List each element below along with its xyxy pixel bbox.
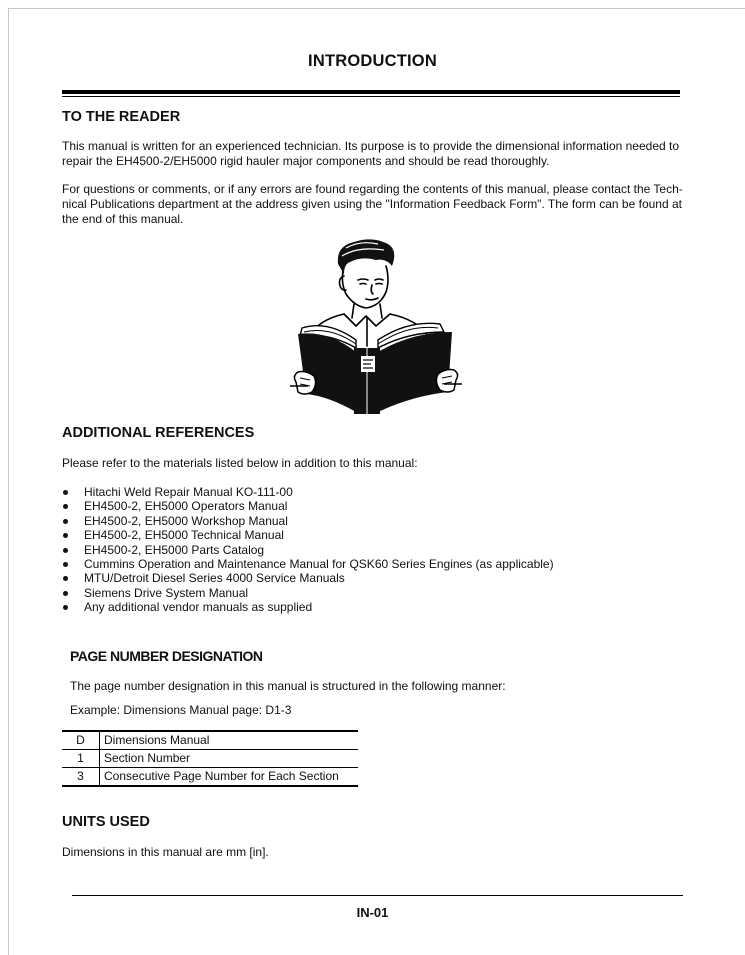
list-item bbox=[62, 571, 682, 585]
to-reader-paragraph-2 bbox=[62, 182, 702, 227]
page-number-example: Example: Dimensions Manual page: D1-3 bbox=[70, 703, 292, 717]
bullet-icon bbox=[63, 576, 68, 581]
list-item-label: EH4500-2, EH5000 Technical Manual bbox=[84, 528, 284, 543]
bullet-icon bbox=[63, 504, 68, 509]
table-cell-value: Consecutive Page Number for Each Section bbox=[104, 769, 339, 783]
title-rule-thin bbox=[62, 96, 680, 97]
list-item-label: Cummins Operation and Maintenance Manual for QSK60 Series Engines (as applicable) bbox=[84, 557, 554, 572]
title-rule-thick bbox=[62, 90, 680, 94]
page-number-intro: The page number designation in this manual is structured in the following manner: bbox=[70, 679, 506, 693]
list-item-label: MTU/Detroit Diesel Series 4000 Service Manuals bbox=[84, 571, 345, 586]
table-cell-value: Dimensions Manual bbox=[104, 733, 210, 747]
paragraph-line: nical Publications department at the address given using the "Information Feedback Form". The form can be found at bbox=[62, 197, 682, 211]
to-reader-paragraph-1 bbox=[62, 139, 702, 169]
bullet-icon bbox=[63, 605, 68, 610]
table-row bbox=[62, 750, 358, 768]
bullet-icon bbox=[63, 562, 68, 567]
bullet-icon bbox=[63, 591, 68, 596]
to-reader-heading: TO THE READER bbox=[62, 109, 181, 125]
list-item-label: EH4500-2, EH5000 Parts Catalog bbox=[84, 542, 265, 557]
list-item bbox=[62, 543, 682, 557]
list-item-label: Siemens Drive System Manual bbox=[84, 585, 249, 600]
references-list bbox=[62, 485, 682, 615]
list-item bbox=[62, 485, 682, 499]
table-cell-key: 3 bbox=[62, 768, 100, 787]
list-item-label: Any additional vendor manuals as supplied bbox=[84, 600, 313, 615]
list-item-label: EH4500-2, EH5000 Operators Manual bbox=[84, 499, 288, 514]
page-number-table bbox=[62, 730, 358, 787]
table-cell-value: Section Number bbox=[104, 751, 191, 765]
bullet-icon bbox=[63, 490, 68, 495]
list-item bbox=[62, 557, 682, 571]
references-heading: ADDITIONAL REFERENCES bbox=[62, 425, 255, 441]
table-row bbox=[62, 768, 358, 787]
paragraph-line: This manual is written for an experienced technician. Its purpose is to provide the dimensional information needed to bbox=[62, 139, 680, 153]
footer-rule bbox=[72, 895, 683, 896]
table-row bbox=[62, 731, 358, 750]
units-text: Dimensions in this manual are mm [in]. bbox=[62, 845, 269, 859]
bullet-icon bbox=[63, 519, 68, 524]
paragraph-line: repair the EH4500-2/EH5000 rigid hauler major components and should be read thoroughly. bbox=[62, 154, 550, 168]
list-item-label: Hitachi Weld Repair Manual KO-111-00 bbox=[84, 485, 293, 499]
list-item bbox=[62, 528, 682, 542]
list-item bbox=[62, 514, 682, 528]
references-intro: Please refer to the materials listed below in addition to this manual: bbox=[62, 456, 418, 470]
list-item bbox=[62, 600, 682, 614]
list-item-label: EH4500-2, EH5000 Workshop Manual bbox=[84, 513, 288, 528]
bullet-icon bbox=[63, 548, 68, 553]
list-item bbox=[62, 586, 682, 600]
page-number: IN-01 bbox=[356, 905, 389, 920]
bullet-icon bbox=[63, 533, 68, 538]
man-reading-book-icon bbox=[288, 236, 464, 418]
page-number-heading: PAGE NUMBER DESIGNATION bbox=[70, 648, 263, 664]
list-item bbox=[62, 499, 682, 513]
table-cell-key: 1 bbox=[62, 750, 100, 768]
units-heading: UNITS USED bbox=[62, 814, 150, 830]
page-title: INTRODUCTION bbox=[308, 52, 437, 70]
paragraph-line: the end of this manual. bbox=[62, 212, 184, 226]
paragraph-line: For questions or comments, or if any errors are found regarding the contents of this manual, please contact the Tech- bbox=[62, 182, 683, 196]
table-cell-key: D bbox=[62, 731, 100, 750]
